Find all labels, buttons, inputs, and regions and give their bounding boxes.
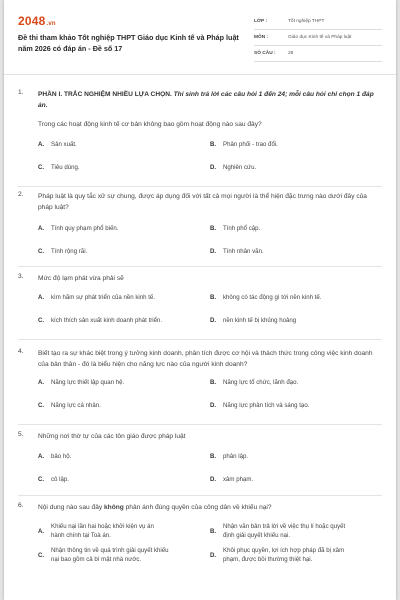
option-d[interactable]	[210, 316, 378, 325]
section-instructions: Thí sinh trả lời các câu hỏi 1 đến 24; mỗi câu hỏi chỉ chọn 1 đáp án.	[38, 91, 374, 109]
question-number: 5.	[18, 431, 24, 438]
option-text: Tính phổ cập.	[223, 225, 261, 232]
option-letter: A.	[38, 379, 45, 386]
logo-main: 2048	[18, 14, 46, 28]
question-text-emphasis: không	[104, 504, 124, 511]
option-text: Tiêu dùng.	[51, 164, 80, 171]
option-b[interactable]	[210, 224, 378, 233]
header-divider	[4, 74, 396, 75]
meta-row-class	[254, 14, 382, 30]
question-text-part: Nội dung nào sau đây	[38, 504, 104, 511]
question-number: 6.	[18, 502, 24, 509]
question-text-part: phản ánh đúng quyền của công dân về khiếu nại?	[123, 504, 272, 511]
option-b[interactable]	[210, 522, 378, 540]
option-letter: D.	[210, 476, 217, 483]
meta-value: Giáo dục Kinh tế và Pháp luật	[288, 35, 352, 40]
option-text: Tính nhân văn.	[223, 248, 264, 255]
question-number: 1.	[18, 89, 24, 96]
option-a[interactable]	[38, 452, 210, 461]
option-letter: A.	[38, 527, 45, 535]
option-text: kích thích sản xuất kinh doanh phát triển.	[51, 317, 163, 324]
question-text: Những nơi thờ tự của các tôn giáo được pháp luật	[38, 433, 186, 440]
meta-value: Tốt nghiệp THPT	[288, 19, 325, 24]
option-text: cô lập.	[51, 476, 69, 483]
option-c[interactable]	[38, 163, 210, 172]
option-letter: A.	[38, 453, 45, 460]
question-number: 2.	[18, 191, 24, 198]
option-text: Nhận văn bản trả lời về việc thụ lí hoặc quyết định giải quyết khiếu nại.	[223, 523, 346, 539]
option-a[interactable]	[38, 522, 210, 540]
question-2	[4, 191, 396, 256]
option-c[interactable]	[38, 546, 210, 564]
option-letter: B.	[210, 527, 217, 535]
question-5	[4, 431, 396, 484]
option-b[interactable]	[210, 378, 378, 387]
page-title: Đề thi tham khảo Tốt nghiệp THPT Giáo dục Kinh tế và Pháp luật năm 2026 có đáp án - Đề số 17	[18, 33, 239, 53]
option-text: Khôi phục quyền, lợi ích hợp pháp đã bị xâm phạm, được bồi thường thiệt hại.	[223, 547, 345, 563]
option-b[interactable]	[210, 452, 378, 461]
option-letter: D.	[210, 551, 217, 559]
question-text: Trong các hoạt động kinh tế cơ bản không bao gồm hoạt động nào sau đây?	[38, 121, 262, 128]
option-d[interactable]	[210, 401, 378, 410]
option-d[interactable]	[210, 546, 378, 564]
option-letter: D.	[210, 248, 217, 255]
option-text: kìm hãm sự phát triển của nền kinh tế.	[51, 294, 156, 301]
option-text: xâm phạm.	[223, 476, 254, 483]
option-text: Tính quy phạm phổ biến.	[51, 225, 119, 232]
question-number: 4.	[18, 348, 24, 355]
option-letter: C.	[38, 248, 45, 255]
question-text: Mức độ lạm phát vừa phải sẽ	[38, 275, 124, 282]
option-text: Năng lực phân tích và sáng tạo.	[223, 402, 310, 409]
option-letter: B.	[210, 294, 217, 301]
option-text: Tính rộng rãi.	[51, 248, 88, 255]
option-text: Năng lực tổ chức, lãnh đạo.	[223, 379, 299, 386]
option-letter: C.	[38, 551, 45, 559]
option-text: Năng lực cá nhân.	[51, 402, 101, 409]
option-d[interactable]	[210, 247, 378, 256]
option-letter: C.	[38, 164, 45, 171]
question-6	[4, 502, 396, 564]
option-letter: A.	[38, 225, 45, 232]
question-divider	[18, 424, 382, 425]
meta-label: LỚP :	[254, 19, 268, 24]
option-text: Năng lực thiết lập quan hệ.	[51, 379, 125, 386]
page-header	[4, 0, 396, 62]
answer-options	[38, 522, 378, 564]
meta-row-count	[254, 46, 382, 62]
option-letter: D.	[210, 317, 217, 324]
question-divider	[18, 339, 382, 340]
option-text: Khiếu nại lần hai hoặc khởi kiện vụ án hành chính tại Toà án.	[51, 523, 154, 539]
option-b[interactable]	[210, 140, 378, 149]
option-text: không có tác động gì tới nền kinh tế.	[223, 294, 322, 301]
answer-options	[38, 224, 378, 256]
option-b[interactable]	[210, 293, 378, 302]
option-text: Nhận thông tin về quá trình giải quyết khiếu nại bao gồm cả bí mật nhà nước.	[51, 547, 169, 563]
option-letter: B.	[210, 379, 217, 386]
meta-row-subject	[254, 30, 382, 46]
option-text: Sản xuất.	[51, 141, 77, 148]
option-d[interactable]	[210, 475, 378, 484]
question-text: Biết tạo ra sự khác biệt trong ý tưởng kinh doanh, phân tích được cơ hội và thách thức trong công việc kinh doanh của bản thân - đó là biểu hiện cho năng lực nào của người kinh doanh?	[38, 350, 373, 368]
option-letter: C.	[38, 476, 45, 483]
document-page	[4, 0, 396, 600]
option-letter: D.	[210, 402, 217, 409]
question-1	[4, 89, 396, 172]
option-letter: A.	[38, 294, 45, 301]
option-c[interactable]	[38, 401, 210, 410]
option-letter: C.	[38, 402, 45, 409]
option-letter: B.	[210, 225, 217, 232]
question-4	[4, 348, 396, 410]
question-divider	[18, 495, 382, 496]
meta-value: 28	[288, 51, 294, 56]
logo-tld: .vn	[46, 21, 56, 27]
question-divider	[18, 186, 382, 187]
option-text: bảo hộ.	[51, 453, 72, 460]
question-number: 3.	[18, 273, 24, 280]
site-logo[interactable]	[18, 14, 56, 28]
question-text: Pháp luật là quy tắc xử sự chung, được áp dụng đối với tất cả mọi người là thể hiện đặc trưng nào dưới đây của pháp luật?	[38, 193, 367, 211]
option-c[interactable]	[38, 475, 210, 484]
option-letter: A.	[38, 141, 45, 148]
option-c[interactable]	[38, 247, 210, 256]
meta-label: SỐ CÂU :	[254, 51, 276, 56]
section-heading: PHẦN I. TRẮC NGHIỆM NHIỀU LỰA CHỌN.	[38, 91, 172, 98]
answer-options	[38, 452, 378, 484]
option-a[interactable]	[38, 293, 210, 302]
option-d[interactable]	[210, 163, 378, 172]
option-letter: B.	[210, 141, 217, 148]
option-text: Phân phối - trao đổi.	[223, 141, 278, 148]
question-text	[38, 502, 378, 513]
option-letter: B.	[210, 453, 217, 460]
question-3	[4, 273, 396, 325]
option-a[interactable]	[38, 378, 210, 387]
answer-options	[38, 140, 378, 172]
exam-meta-table	[254, 14, 382, 62]
answer-options	[38, 378, 378, 410]
section-title	[38, 89, 378, 111]
option-letter: C.	[38, 317, 45, 324]
option-text: nền kinh tế bị khủng hoảng	[223, 317, 297, 324]
answer-options	[38, 293, 378, 325]
meta-label: MÔN :	[254, 35, 269, 40]
option-a[interactable]	[38, 224, 210, 233]
option-letter: D.	[210, 164, 217, 171]
option-c[interactable]	[38, 316, 210, 325]
option-text: Nghiên cứu.	[223, 164, 257, 171]
option-a[interactable]	[38, 140, 210, 149]
question-divider	[18, 266, 382, 267]
option-text: phân lập.	[223, 453, 249, 460]
